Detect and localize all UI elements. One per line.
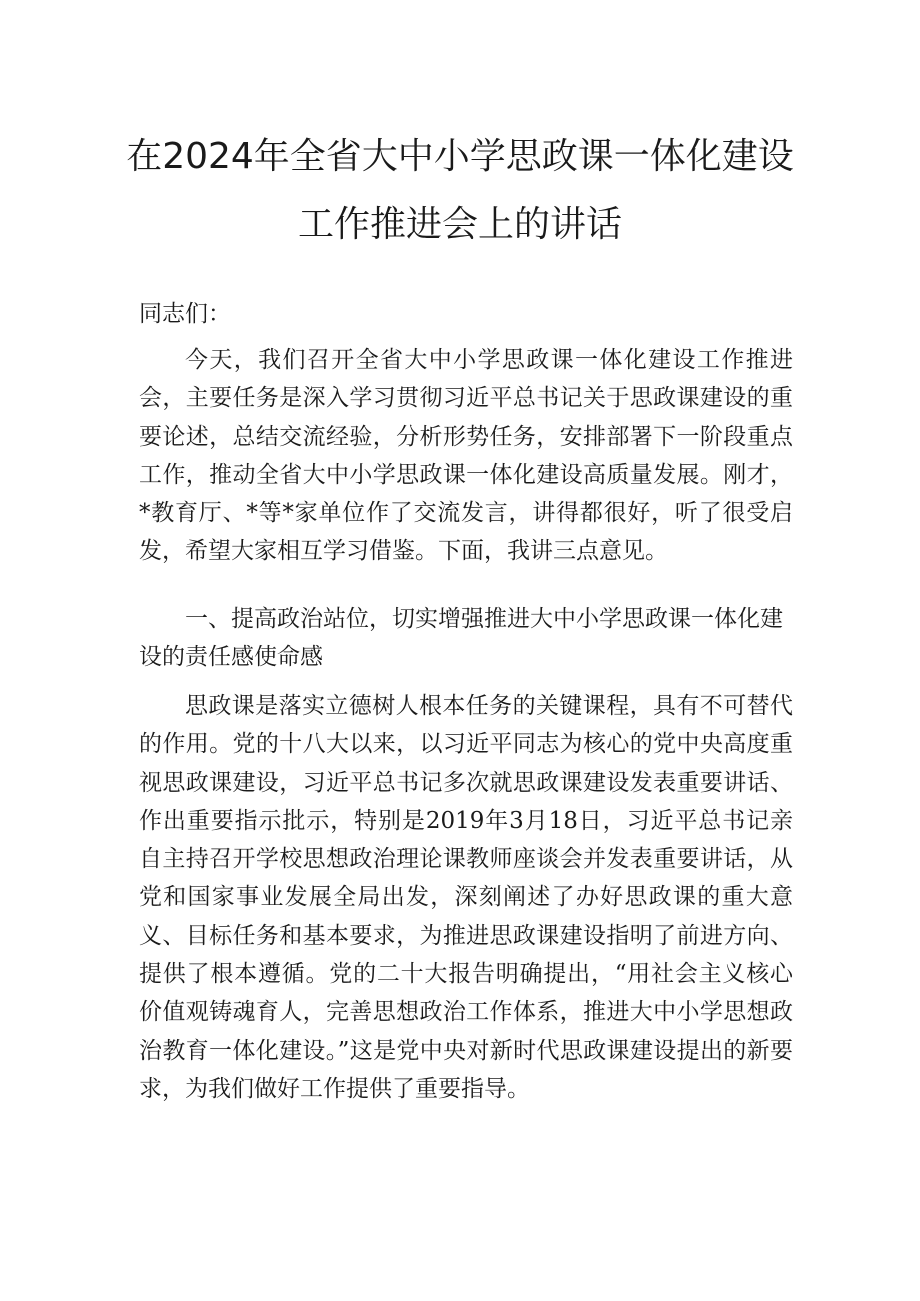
- section-heading-1: 一、提高政治站位，切实增强推进大中小学思政课一体化建设的责任感使命感: [139, 606, 783, 671]
- paragraph-intro: 今天，我们召开全省大中小学思政课一体化建设工作推进会，主要任务是深入学习贯彻习近平总书记关于思政课建设的重要论述，总结交流经验，分析形势任务，安排部署下一阶段重点工作，推动全省大中小学思政课一体化建设高质量发展。刚才，*教育厅、*等*家单位作了交流发言，讲得都很好，听了很受启发，希望大家相互学习借鉴。下面，我讲三点意见。: [139, 347, 793, 565]
- document-title-line-2: 工作推进会上的讲话: [297, 204, 622, 245]
- salutation: 同志们：: [139, 301, 231, 327]
- paragraph-section-1: 思政课是落实立德树人根本任务的关键课程，具有不可替代的作用。党的十八大以来，以习近平同志为核心的党中央高度重视思政课建设，习近平总书记多次就思政课建设发表重要讲话、作出重要指示批示，特别是2019年3月18日，习近平总书记亲自主持召开学校思想政治理论课教师座谈会并发表重要讲话，从党和国家事业发展全局出发，深刻阐述了办好思政课的重大意义、目标任务和基本要求，为推进思政课建设指明了前进方向、提供了根本遵循。党的二十大报告明确提出，“用社会主义核心价值观铸魂育人，完善思想政治工作体系，推进大中小学思想政治教育一体化建设。”这是党中央对新时代思政课建设提出的新要求，为我们做好工作提供了重要指导。: [139, 693, 793, 1102]
- document-title-line-1: 在2024年全省大中小学思政课一体化建设: [126, 136, 794, 177]
